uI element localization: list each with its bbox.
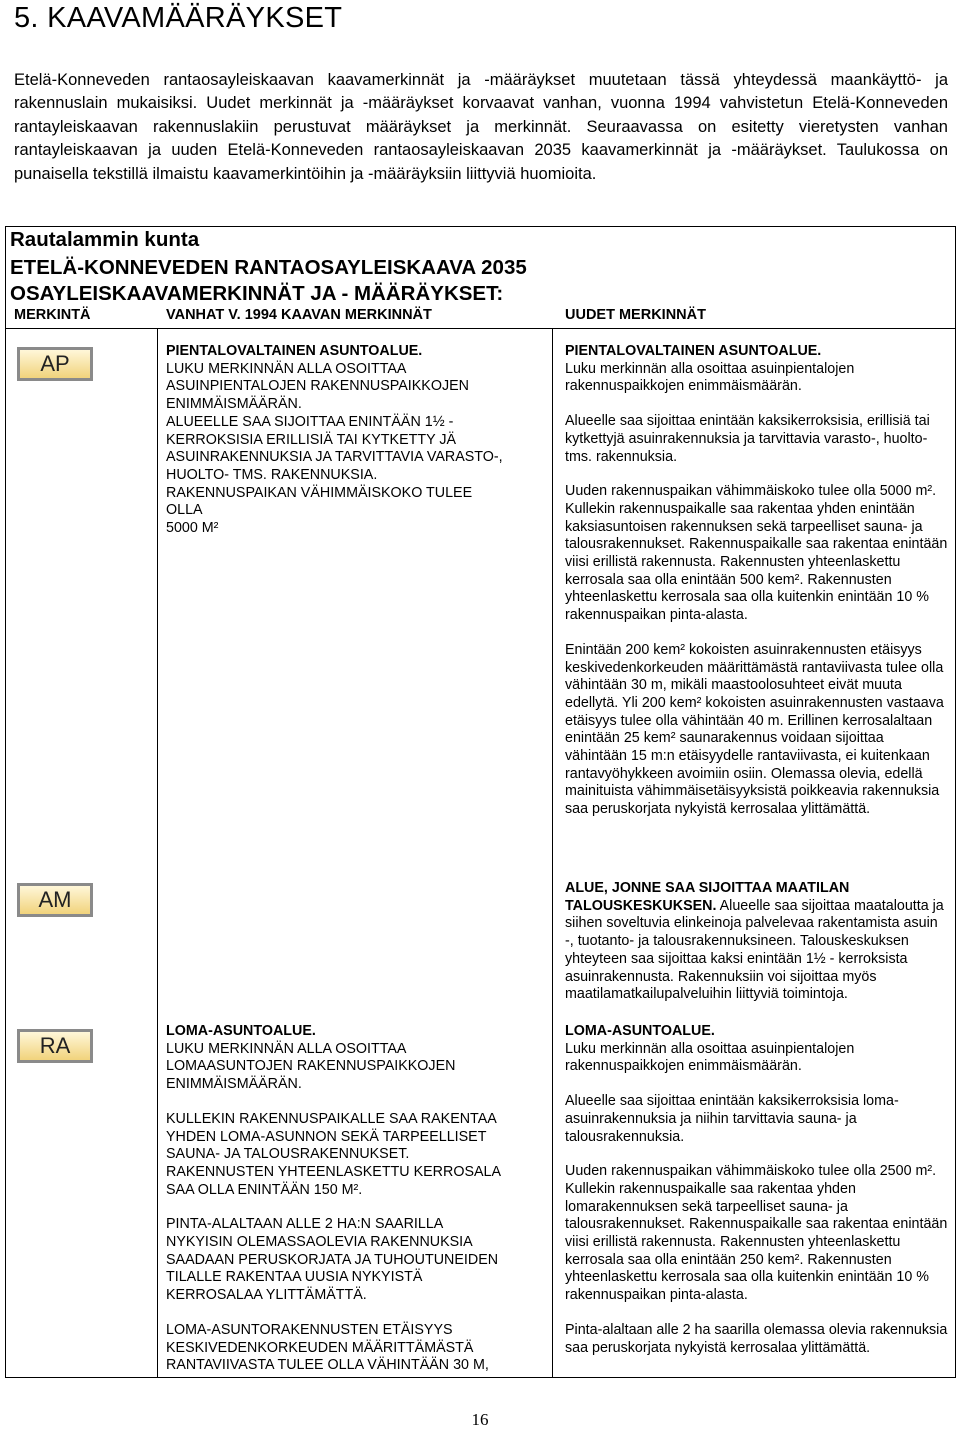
ra-marking-symbol: RA	[17, 1029, 93, 1063]
intro-paragraph: Etelä-Konneveden rantaosayleiskaavan kaavamerkinnät ja -määräykset muutetaan tässä yhteydessä maankäyttö- ja rakennuslain mukaisiksi. Uudet merkinnät ja -määräykset korvaavat vanhan, vuonna 1994 vahvistetun Etelä-Konneveden rantayleiskaavan rakennuslakiin perustuvat määräykset ja merkinnät. Seuraavassa on esitetty vieretysten vanhan rantayleiskaavan ja uuden Etelä-Konneveden rantaosayleiskaavan 2035 kaavamerkinnät ja -määräykset. Taulukossa on punaisella tekstillä ilmaistu kaavamerkintöihin ja -määräyksiin liittyviä huomioita.	[14, 71, 948, 183]
text-line: HUOLTO- TMS. RAKENNUKSIA.	[166, 466, 378, 483]
text-line: ENIMMÄISMÄÄRÄN.	[166, 396, 302, 413]
ra-old-title: LOMA-ASUNTOALUE.	[166, 1023, 316, 1039]
text-line: PINTA-ALALTAAN ALLE 2 HA:N SAARILLA	[166, 1216, 444, 1233]
text-line: LUKU MERKINNÄN ALLA OSOITTAA	[166, 1040, 407, 1057]
text-line: ALUEELLE SAA SIJOITTAA ENINTÄÄN 1½ -	[166, 413, 454, 430]
am-new-text	[565, 880, 949, 1004]
ap-new-title: PIENTALOVALTAINEN ASUNTOALUE.	[565, 343, 822, 359]
text-line: KERROKSISIA ERILLISIÄ TAI KYTKETTY JÄ	[166, 431, 457, 448]
ra-old-block-4	[166, 1322, 541, 1375]
text-line: TILALLE RAKENTAA UUSIA NYKYISTÄ	[166, 1269, 423, 1286]
text-line: RAKENNUSPAIKAN VÄHIMMÄISKOKO TULEE	[166, 484, 473, 501]
ra-old-block-2	[166, 1111, 541, 1200]
ap-new-p4: Enintään 200 kem² kokoisten asuinrakennusten etäisyys keskivedenkorkeuden määrittämästä rantaviivasta tulee olla vähintään 30 m, mikäli maastoolosuhteet eivät muuta edellytä. Yli 200 kem² kokoisten asuinrakennusten vastaava etäisyys tulee olla vähintään 40 m. Erillinen kerrosalaltaan enintään 25 kem² saunarakennus voidaan sijoittaa vähintään 15 m:n etäisyydelle rantaviivasta, ei kuitenkaan rantavyöhykkeen avoimiin osiin. Olemassa olevia, edellä mainituista vähimmäisetäisyyksistä poikkeavia rakennuksia saa peruskorjata nykyistä kerrosalaa ylittämättä.	[565, 641, 944, 818]
text-line: RAKENNUSTEN YHTEENLASKETTU KERROSALA	[166, 1163, 501, 1180]
column-divider	[552, 328, 553, 1377]
page-number: 16	[471, 1410, 489, 1429]
ap-new-p3: Uuden rakennuspaikan vähimmäiskoko tulee olla 5000 m². Kullekin rakennuspaikalle saa rakentaa yhden enintään kaksiasuntoisen rakennuksen sekä tarpeelliset sauna- ja talousrakennukset. Rakennuspaikalle saa rakentaa enintään viisi erillistä rakennusta. Rakennusten yhteenlaskettu kerrosala saa olla enintään 500 kem². Rakennusten yhteenlaskettu kerrosala saa olla kuitenkin enintään 10 % rakennuspaikan pinta-alasta.	[565, 483, 948, 624]
text-line: KULLEKIN RAKENNUSPAIKALLE SAA RAKENTAA	[166, 1110, 497, 1127]
text-line: LOMA-ASUNTORAKENNUSTEN ETÄISYYS	[166, 1321, 453, 1338]
text-line: SAUNA- JA TALOUSRAKENNUKSET.	[166, 1146, 410, 1163]
municipality-name: Rautalammin kunta	[10, 228, 200, 251]
text-line: RANTAVIIVASTA TULEE OLLA VÄHINTÄÄN 30 M,	[166, 1357, 489, 1374]
page-title: 5. KAAVAMÄÄRÄYKSET	[14, 2, 343, 34]
ap-old-lines	[166, 361, 541, 538]
text-line: 5000 M²	[166, 520, 219, 537]
ra-new-p1: Luku merkinnän alla osoittaa asuinpientalojen rakennuspaikkojen enimmäismäärän.	[565, 1040, 855, 1075]
ra-new-p4: Pinta-alaltaan alle 2 ha saarilla olemassa olevia rakennuksia saa peruskorjata nykyistä kerrosalaa ylittämättä.	[565, 1321, 948, 1356]
text-line: SAADAAN PERUSKORJATA JA TUHOUTUNEIDEN	[166, 1251, 499, 1268]
ra-new-p2: Alueelle saa sijoittaa enintään kaksikerroksisia loma-asuinrakennuksia ja niihin tarvittavia sauna- ja talousrakennuksia.	[565, 1093, 899, 1145]
ra-old-block-3	[166, 1216, 541, 1305]
ra-old-block-1	[166, 1041, 541, 1094]
table-subtitle: OSAYLEISKAAVAMERKINNÄT JA - MÄÄRÄYKSET:	[10, 282, 504, 305]
table-divider	[6, 328, 955, 329]
text-line: OLLA	[166, 502, 203, 519]
ra-new-title: LOMA-ASUNTOALUE.	[565, 1023, 715, 1039]
text-line: ASUINPIENTALOJEN RAKENNUSPAIKKOJEN	[166, 378, 469, 395]
ap-new-text	[565, 343, 949, 819]
am-new-paragraph	[565, 880, 949, 1004]
plan-name: ETELÄ-KONNEVEDEN RANTAOSAYLEISKAAVA 2035	[10, 256, 527, 279]
column-divider	[157, 328, 158, 1377]
text-line: SAA OLLA ENINTÄÄN 150 M².	[166, 1181, 363, 1198]
ra-old-text	[166, 1023, 541, 1375]
text-line: ENIMMÄISMÄÄRÄN.	[166, 1076, 302, 1093]
text-line: YHDEN LOMA-ASUNNON SEKÄ TARPEELLISET	[166, 1128, 487, 1145]
text-line: LUKU MERKINNÄN ALLA OSOITTAA	[166, 360, 407, 377]
ap-old-text	[166, 343, 541, 538]
am-new-body: Alueelle saa sijoittaa maataloutta ja siihen soveltuvia elinkeinoja palvelevaa rakentamista asuin -, tuotanto- ja talousrakennuksineen. Talouskeskuksen yhteyteen saa sijoittaa kaksi enintään 1½ - kerroksista asuinrakennusta. Rakennuksiin voi sijoittaa myös maatilamatkailupalveluihin liittyviä toimintoja.	[565, 897, 944, 1003]
column-header-new: UUDET MERKINNÄT	[565, 307, 706, 323]
ra-new-text	[565, 1023, 949, 1357]
am-marking-symbol: AM	[17, 883, 93, 917]
text-line: LOMAASUNTOJEN RAKENNUSPAIKKOJEN	[166, 1058, 456, 1075]
column-header-old: VANHAT V. 1994 KAAVAN MERKINNÄT	[166, 307, 432, 323]
text-line: KERROSALAA YLITTÄMÄTTÄ.	[166, 1287, 367, 1304]
column-header-marking: MERKINTÄ	[14, 307, 91, 323]
text-line: ASUINRAKENNUKSIA JA TARVITTAVIA VARASTO-,	[166, 449, 503, 466]
am-new-title: ALUE, JONNE SAA SIJOITTAA MAATILAN TALOUSKESKUKSEN.	[565, 880, 850, 914]
ap-old-title: PIENTALOVALTAINEN ASUNTOALUE.	[166, 343, 423, 359]
ap-new-p2: Alueelle saa sijoittaa enintään kaksikerroksisia, erillisiä tai kytkettyjä asuinrakennuksia ja tarvittavia varasto-, huolto- tms. rakennuksia.	[565, 413, 930, 465]
ap-marking-symbol: AP	[17, 347, 93, 381]
ap-new-p1: Luku merkinnän alla osoittaa asuinpientalojen rakennuspaikkojen enimmäismäärän.	[565, 360, 855, 395]
text-line: NYKYISIN OLEMASSAOLEVIA RAKENNUKSIA	[166, 1234, 473, 1251]
ra-new-p3: Uuden rakennuspaikan vähimmäiskoko tulee olla 2500 m². Kullekin rakennuspaikalle saa rakentaa yhden lomarakennuksen sekä tarpeelliset sauna- ja talousrakennukset. Rakennuspaikalle saa rakentaa enintään viisi erillistä rakennusta. Rakennusten yhteenlaskettu kerrosala saa olla enintään 250 kem². Rakennusten yhteenlaskettu kerrosala saa olla kuitenkin enintään 10 % rakennuspaikan pinta-alasta.	[565, 1163, 948, 1304]
text-line: KESKIVEDENKORKEUDEN MÄÄRITTÄMÄSTÄ	[166, 1339, 474, 1356]
